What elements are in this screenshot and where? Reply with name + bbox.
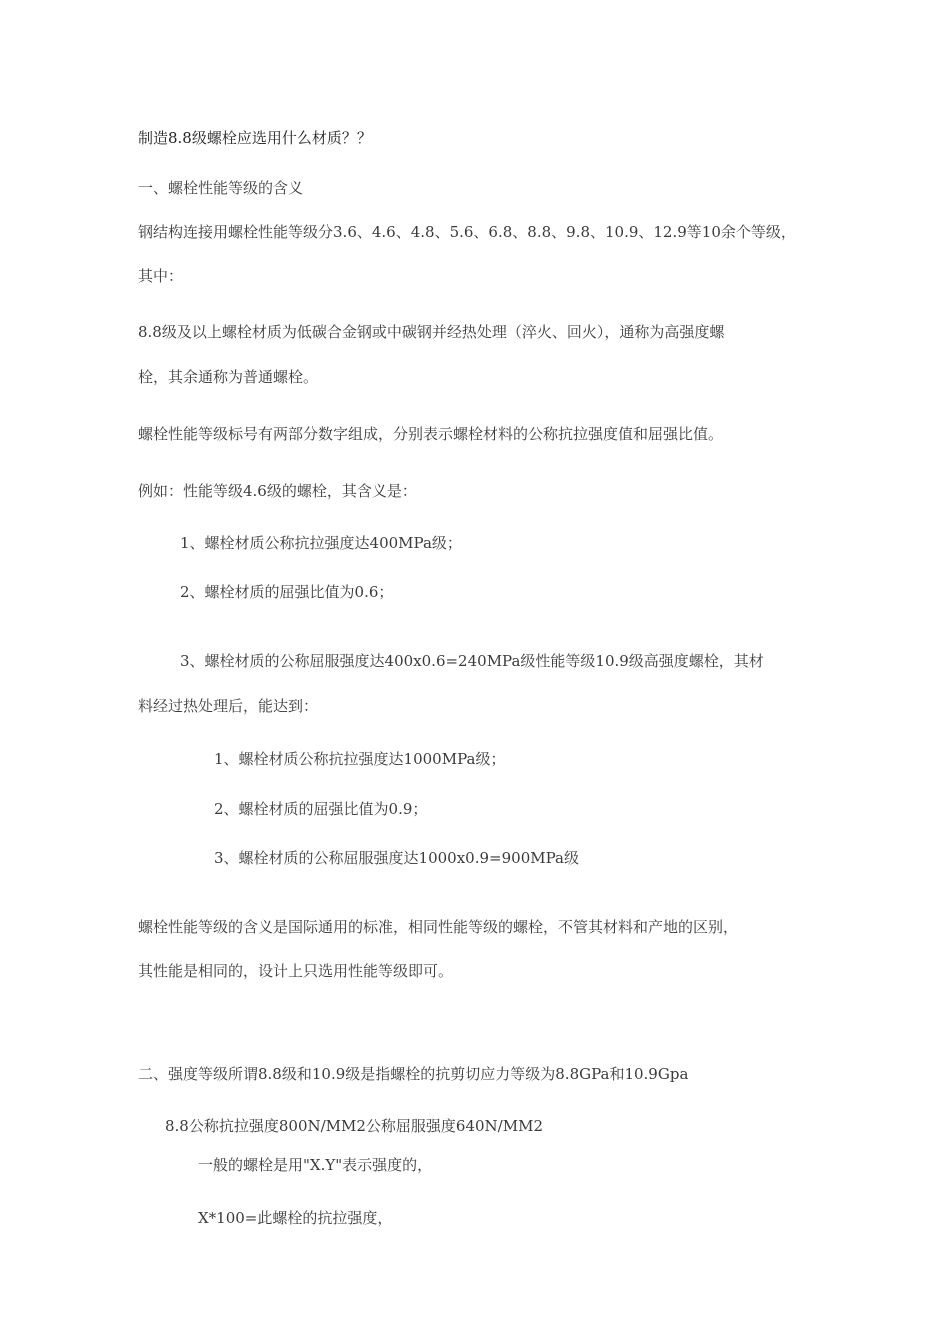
section1-heading: 一、螺栓性能等级的含义 [138, 179, 304, 197]
paragraph-2-line-2: 栓，其余通称为普通螺栓。 [138, 368, 319, 386]
paragraph-1-line-2: 其中： [138, 267, 184, 285]
paragraph-4: 例如：性能等级4.6级的螺栓，其含义是： [138, 482, 417, 500]
paragraph-5-line-2: 其性能是相同的，设计上只选用性能等级即可。 [138, 962, 454, 980]
list-item: 3、螺栓材质的公称屈服强度达1000x0.9=900MPa级 [214, 849, 579, 867]
document-title: 制造8.8级螺栓应选用什么材质？？ [138, 129, 372, 147]
paragraph-5-line-1: 螺栓性能等级的含义是国际通用的标准，相同性能等级的螺栓，不管其材料和产地的区别， [138, 918, 739, 936]
list-item: 1、螺栓材质公称抗拉强度达1000MPa级； [214, 750, 506, 768]
paragraph-8: X*100=此螺栓的抗拉强度， [198, 1209, 393, 1227]
paragraph-6: 8.8公称抗拉强度800N/MM2公称屈服强度640N/MM2 [165, 1117, 543, 1135]
paragraph-2-line-1: 8.8级及以上螺栓材质为低碳合金钢或中碳钢并经热处理（淬火、回火），通称为高强度螺 [138, 323, 725, 341]
list-item: 2、螺栓材质的屈强比值为0.9； [214, 800, 428, 818]
section2-heading: 二、强度等级所谓8.8级和10.9级是指螺栓的抗剪切应力等级为8.8GPa和10.9Gpa [138, 1065, 689, 1083]
paragraph-7: 一般的螺栓是用"X.Y"表示强度的， [198, 1156, 433, 1174]
paragraph-3: 螺栓性能等级标号有两部分数字组成，分别表示螺栓材料的公称抗拉强度值和屈强比值。 [138, 425, 724, 443]
list-item: 1、螺栓材质公称抗拉强度达400MPa级； [180, 534, 462, 552]
paragraph-1-line-1: 钢结构连接用螺栓性能等级分3.6、4.6、4.8、5.6、6.8、8.8、9.8、10.9、12.9等10余个等级， [138, 223, 796, 241]
list-item: 3、螺栓材质的公称屈服强度达400x0.6=240MPa级性能等级10.9级高强度螺栓，其材 [180, 652, 764, 670]
list-item-continuation: 料经过热处理后，能达到： [138, 697, 319, 715]
list-item: 2、螺栓材质的屈强比值为0.6； [180, 583, 394, 601]
